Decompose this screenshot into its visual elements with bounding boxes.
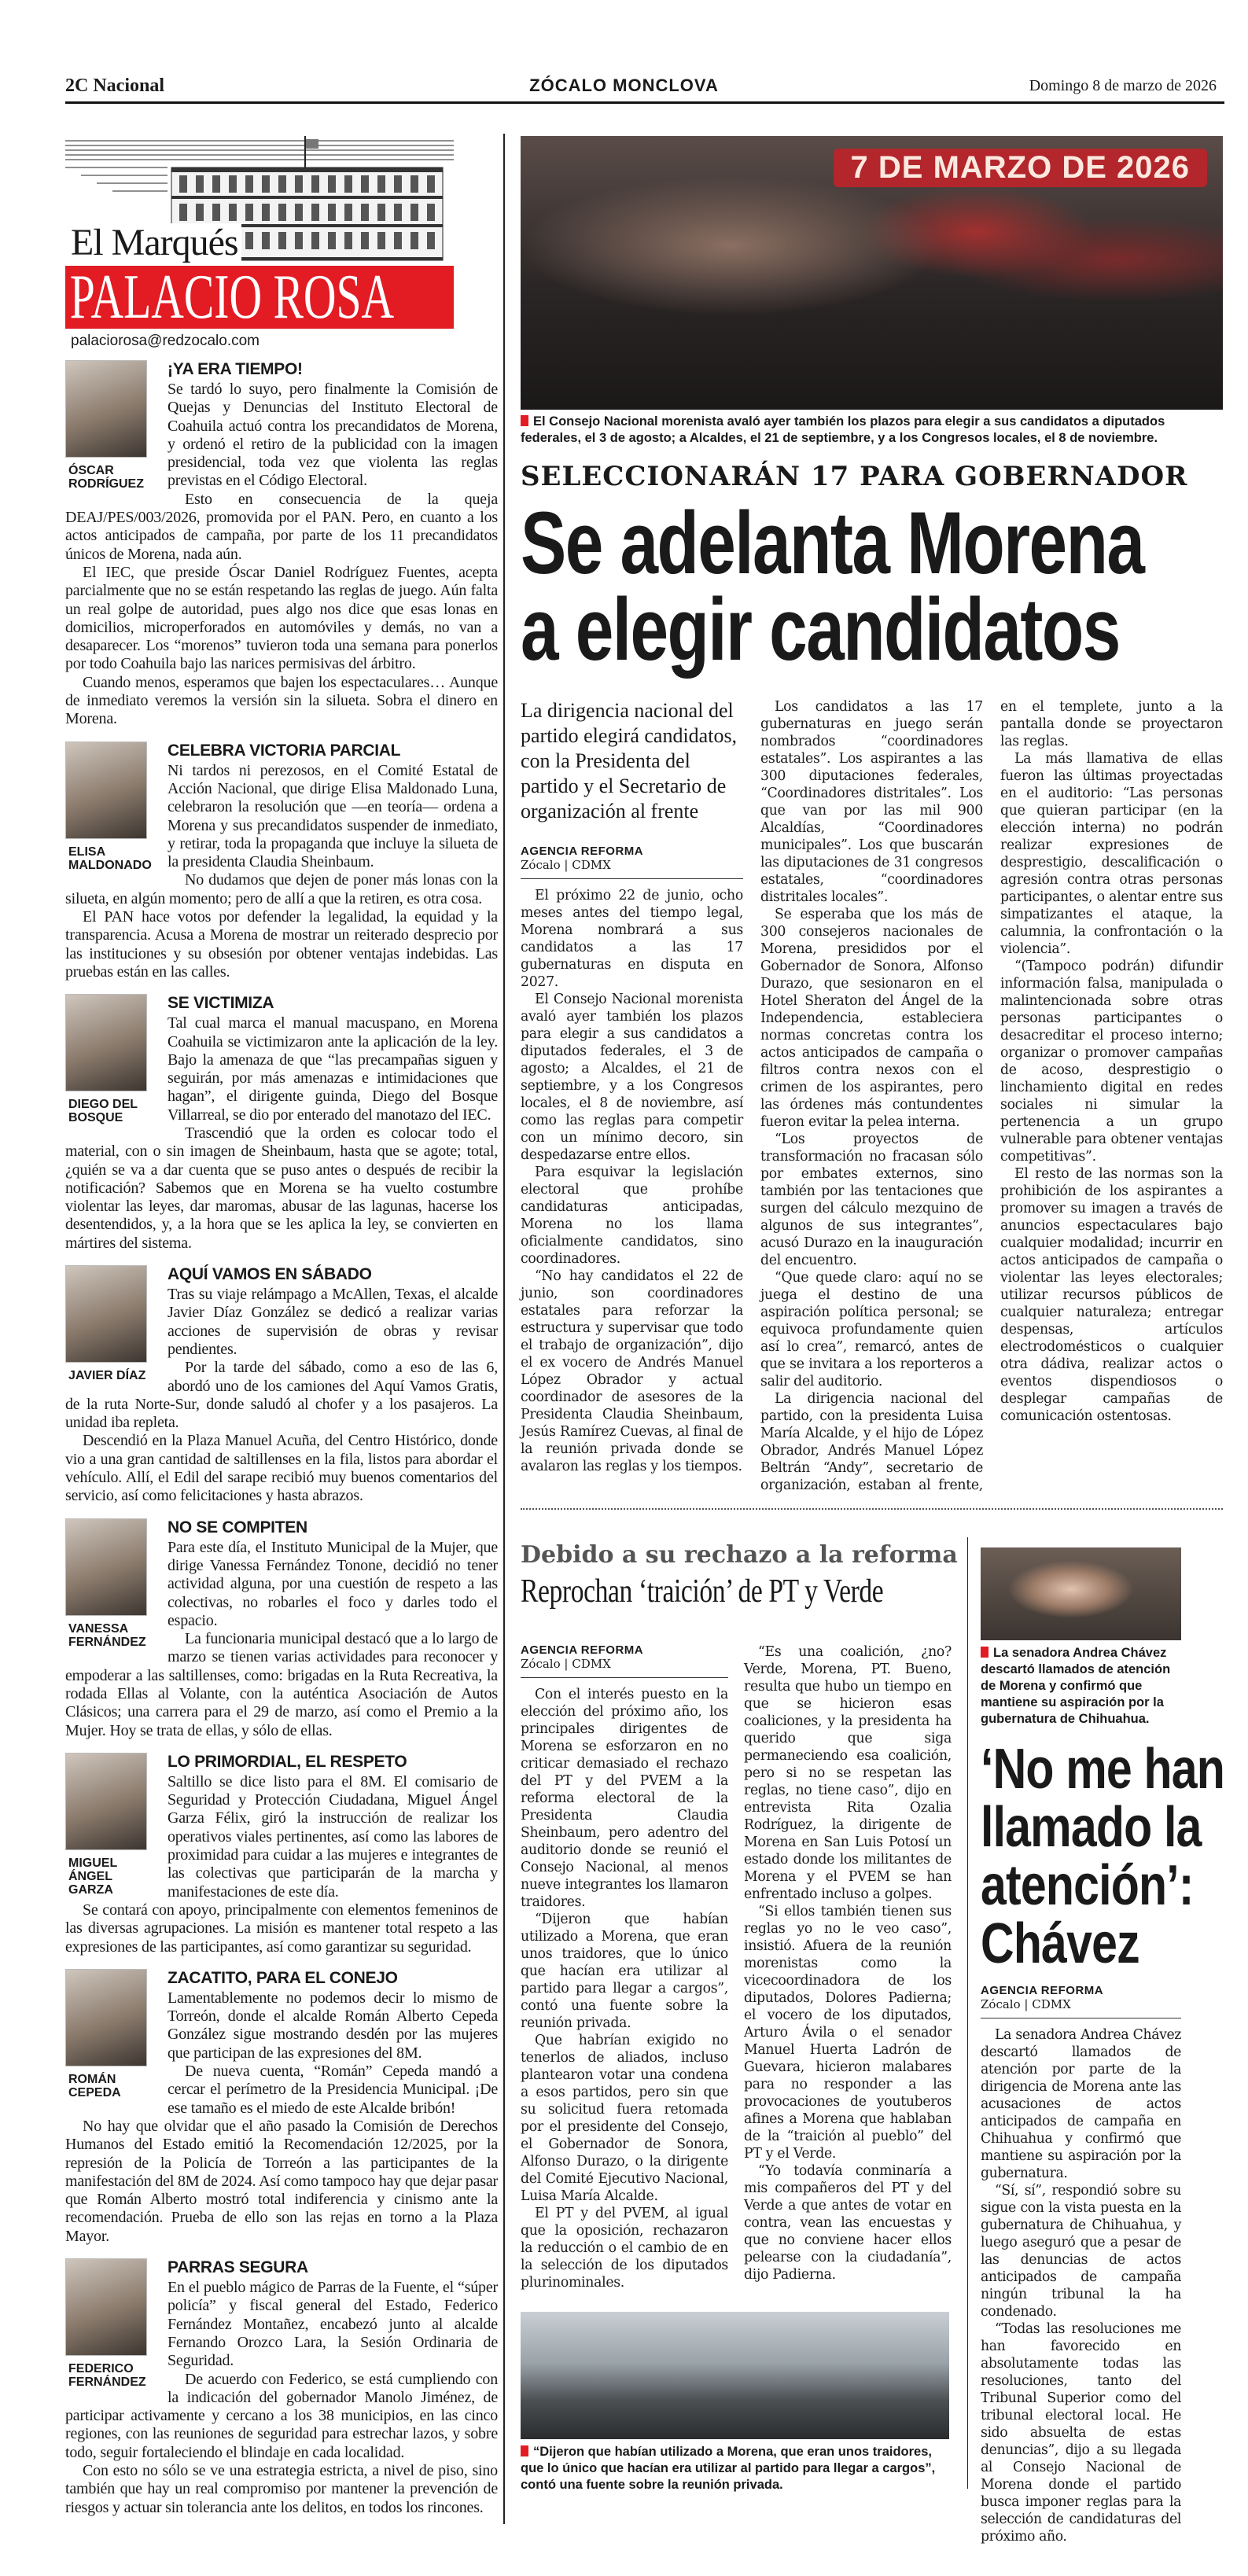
second-headline: Reprochan ‘traición’ de PT y Verde (521, 1573, 884, 1610)
paragraph: El PAN hace votos por defender la legalidad, la equidad y la transparencia. Acusa a Morena de mostrar un reiterado desprecio por las instituciones y su obsesión por obtener ventajas indebidas. Las pruebas están en las calles. (65, 908, 498, 981)
column-item (65, 2258, 498, 2517)
column-item (65, 742, 498, 982)
paragraph: La funcionaria municipal destacó que a lo largo de marzo se tienen varias actividades para reconocer y empoderar a las saltillenses, como: brigadas en la Ruta Recreativa, la rodada Ellas al Volante, con la auténtica Asociación de Autos Clásicos; una carrera para el 29 de marzo, así como el Premio a la Mujer. Hoy se trata de ellas, y sólo de ellas. (65, 1630, 498, 1739)
column-item-title: ¡YA ERA TIEMPO! (168, 360, 303, 378)
portrait-photo (65, 742, 147, 839)
lead-deck: La dirigencia nacional del partido elegirá candidatos, con la Presidenta del partido y el Secretario de organización al frente (521, 699, 738, 822)
sidebar-article (981, 1547, 1225, 2545)
paragraph: Saltillo se dice listo para el 8M. El comisario de Seguridad y Protección Ciudadana, Miguel Ángel Garza Félix, giró la instrucción de realizar los operativos viales pertinentes, así como las labores de proximidad para cuidar a las mujeres e integrantes de las colectivas que participarán de la marcha y manifestaciones de este día. (168, 1772, 498, 1901)
lead-kicker: SELECCIONARÁN 17 PARA GOBERNADOR (521, 461, 1188, 492)
paragraph: La más llamativa de ellas fueron las últimas proyectadas en el auditorio: “Las personas que quieran participar (en la elección interna) no podrán realizar expresiones de desprestigio, descalificación o agresión contra otras personas participantes, o alentar entre sus simpatizantes el ataque, la calumnia, la confrontación o la violencia”. (1000, 751, 1223, 957)
portrait-name: DIEGO DEL BOSQUE (68, 1098, 138, 1125)
lead-article-body (521, 698, 1223, 1500)
paragraph: En el pueblo mágico de Parras de la Fuente, el “súper policía” y fiscal general del Estado, Federico Fernández Montañez, encabezó junto al alcalde Fernando Orozco Lara, la Sesión Ordinaria de Seguridad. (168, 2279, 498, 2370)
paragraph: “Yo todavía conminaría a mis compañeros del PT y del Verde a que antes de votar en contra, vean las encuestas y que no conviene hacer ellos pelearse con la ciudadanía”, dijo Padierna. (744, 2163, 952, 2283)
second-photo-caption (521, 2444, 952, 2493)
headline-line: Chávez (981, 1912, 1139, 1975)
portrait-name: ROMÁN CEPEDA (68, 2072, 121, 2099)
portrait-photo (65, 1753, 147, 1850)
paragraph: No dudamos que dejen de poner más lonas con la silueta, en algún momento; pero de allí a que la retiren, es otra cosa. (65, 871, 498, 907)
sidebar-photo (981, 1547, 1181, 1640)
paragraph: De acuerdo con Federico, se está cumpliendo con la indicación del gobernador Manolo Jiménez, de participar activamente y cercano a los 38 municipios, en las cinco regiones, con las reuniones de seguridad para estrechar lazos, y sobre todo, seguir fortaleciendo el blindaje en cada localidad. (65, 2370, 498, 2461)
section-separator (521, 1508, 1223, 1510)
paragraph: “No hay candidatos el 22 de junio, son coordinadores estatales para reforzar la estructura y supervisar que todo el trabajo de organización”, dijo el ex vocero de Andrés Manuel López Obrador y actual coordinador de asesores de la Presidenta Claudia Sheinbaum, Jesús Ramírez Cuevas, al final de la reunión privada donde se avalaron las reglas y los tiempos. (521, 1268, 743, 1474)
paragraph: Descendió en la Plaza Manuel Acuña, del Centro Histórico, donde vio a una gran cantidad de saltillenses en la fila, listos para abordar el vehículo. Allí, el Edil del sarape recibió muy buenos comentarios del servicio, así como felicitaciones y hasta abrazos. (65, 1432, 498, 1505)
columnist-portrait (65, 360, 158, 491)
column-item-title: CELEBRA VICTORIA PARCIAL (168, 741, 401, 760)
paragraph: Se tardó lo suyo, pero finalmente la Comisión de Quejas y Denuncias del Instituto Electoral de Coahuila actuó contra los precandidatos de Morena, y ordenó el retiro de la publicidad con la imagen presidencial, toda vez que violenta las reglas previstas en el Código Electoral. (168, 381, 498, 490)
portrait-name: MIGUEL ÁNGEL GARZA (68, 1856, 117, 1897)
portrait-name: VANESSA FERNÁNDEZ (68, 1621, 146, 1649)
column-items (65, 360, 498, 2530)
photo-date-badge: 7 DE MARZO DE 2026 (834, 149, 1207, 187)
byline: AGENCIA REFORMA (981, 1984, 1104, 1997)
column-item-title: AQUÍ VAMOS EN SÁBADO (168, 1265, 372, 1284)
byline: AGENCIA REFORMA (521, 1643, 644, 1657)
headline-line: Se adelanta Morena (521, 494, 1144, 592)
sidebar-photo-caption (981, 1645, 1181, 1728)
caption-text: El Consejo Nacional morenista avaló ayer también los plazos para elegir a sus candidatos a diputados federales, el 3 de agosto; a Alcaldes, el 21 de septiembre, y a los Congresos locales, el 8 de noviembre. (521, 414, 1165, 445)
paragraph: Tal cual marca el manual macuspano, en Morena Coahuila se victimizaron ante la aplicación de la ley. Bajo la amenaza de que “las precampañas siguen y seguirán, por más amenazas e intimidaciones que hagan”, el dirigente guinda, Diego del Bosque Villarreal, se dio por enterado del manotazo del IEC. (168, 1014, 498, 1124)
paragraph: De nueva cuenta, “Román” Cepeda mandó a cercar el perímetro de la Presidencia Municipal. ¡De ese tamaño es el miedo de este Alcalde bribón! (168, 2063, 498, 2117)
column-item (65, 1753, 498, 1956)
paragraph: “Los proyectos de transformación no fracasan sólo por embates externos, sino también por las tentaciones que surgen del cálculo mezquino de algunos de sus integrantes”, acusó Durazo en la inauguración del encuentro. (760, 1132, 983, 1268)
caption-text: La senadora Andrea Chávez descartó llamados de atención de Morena y confirmó que mantiene su aspiración por la gubernatura de Chihuahua. (981, 1646, 1171, 1726)
caption-marker-icon (521, 2445, 528, 2456)
paragraph: El resto de las normas son la prohibición de los aspirantes a promover su imagen a través de anuncios espectaculares bajo cualquier modalidad; incurrir en actos anticipados de campaña o violentar las leyes electorales; utilizar recursos públicos de cualquier naturaleza; entregar despensas, artículos electrodomésticos o cualquier otra dádiva, realizar actos o eventos dispendiosos o desplegar campañas de comunicación ostentosas. (1000, 1166, 1223, 1424)
column-item (65, 1265, 498, 1506)
paragraph: “Que quede claro: aquí no se juega el destino de una aspiración política personal; se equivoca profundamente quien así lo crea”, remarcó, antes de que se invitara a los reporteros a salir del auditorio. (760, 1270, 983, 1389)
headline-line: ‘No me han (981, 1738, 1225, 1801)
paragraph: Con esto no sólo se ve una estrategia estricta, a nivel de piso, sino también que hay un real compromiso por mantener la prevención de riesgos y actuar sin tolerancia ante los delitos, en todos los rincones. (65, 2461, 498, 2516)
dateline: Zócalo | CDMX (521, 1657, 728, 1678)
portrait-photo (65, 1969, 147, 2066)
column-item (65, 994, 498, 1253)
paragraph: El IEC, que preside Óscar Daniel Rodríguez Fuentes, acepta parcialmente que no se están respetando las reglas de juego. Aún falta un real golpe de autoridad, pues algo nos dice que esas lonas en domicilios, microperforados en automóviles y demás, no van a desaparecer. Los “morenos” tuvieron toda una semana para ponerlos por todo Coahuila bajo las narices permisivas del árbitro. (65, 563, 498, 673)
paragraph: El próximo 22 de junio, ocho meses antes del tiempo legal, Morena nombrará a sus candidatos a las 17 gubernaturas en disputa en 2027. (521, 888, 743, 990)
columnist-portrait (65, 2258, 158, 2389)
headline-line: llamado la (981, 1796, 1202, 1859)
sidebar-divider (967, 1537, 968, 2489)
paper-name: ZÓCALO MONCLOVA (529, 75, 719, 95)
paragraph: La senadora Andrea Chávez descartó llamados de atención por parte de la dirigencia de Morena ante las acusaciones de actos anticipados de campaña en Chihuahua y confirmó que mantiene su aspiración por la gubernatura. (981, 2027, 1181, 2181)
column-item-title: SE VICTIMIZA (168, 994, 274, 1013)
paragraph: Tras su viaje relámpago a McAllen, Texas, el alcalde Javier Díaz González se dedicó a realizar varias acciones de supervisión de obras y revisar pendientes. (168, 1286, 498, 1358)
columnist-portrait (65, 994, 158, 1124)
lead-photo (521, 136, 1223, 410)
portrait-name: FEDERICO FERNÁNDEZ (68, 2362, 146, 2390)
paragraph: Esto en consecuencia de la queja DEAJ/PES/003/2026, promovida por el PAN. Pero, en cuanto a los actos anticipados de campaña, por parte de los 11 precandidatos únicos de Morena, nada aún. (65, 490, 498, 563)
paragraph: Ni tardos ni perezosos, en el Comité Estatal de Acción Nacional, que dirige Elisa Maldonado Luna, celebraron la resolución que —en teoría— ordena a Morena y sus precandidatos suspender de inmediato, y retirar, toda la propaganda que incluye la silueta de la presidenta Claudia Sheinbaum. (168, 761, 498, 871)
caption-marker-icon (521, 415, 528, 426)
column-author: El Marqués (71, 223, 241, 263)
columnist-portrait (65, 742, 158, 872)
lead-photo-caption (521, 414, 1223, 447)
sidebar-body (981, 2026, 1181, 2545)
paragraph: Trascendió que la orden es colocar todo el material, con o sin imagen de Sheinbaum, hasta que se agote; total, ¿quién se va a dar cuenta que se puso antes o después de recibir la notificación? Sabemos que en Morena se ha vuelto costumbre violentar las leyes, dar maromas, abusar de las lagunas, hacerse los desentendidos, y, a la hora que se les aplica la ley, se convierten en mártires del sistema. (65, 1124, 498, 1252)
dateline: Zócalo | CDMX (981, 1997, 1181, 2018)
paragraph: No hay que olvidar que el año pasado la Comisión de Derechos Humanos del Estado emitió la Recomendación 12/2025, por la represión de la Policía de Torreón a las participantes de la manifestación del 8M de 2024. Así como tampoco hay que dejar pasar que Román Alberto mostró total indiferencia y cinismo ante la recomendación. Prueba de ello son las rejas en torno a la Plaza Mayor. (65, 2117, 498, 2245)
column-item-title: LO PRIMORDIAL, EL RESPETO (168, 1752, 407, 1771)
column-title-banner (65, 266, 454, 329)
paragraph: Los candidatos a las 17 gubernaturas en juego serán nombrados “coordinadores estatales”. Los aspirantes a las 300 diputaciones federales, “Coordinadores distritales”. Los que van por las mil 900 Alcaldías, “Coordinadores municipales”. Los que buscarán las diputaciones de 31 congresos estatales, “coordinadores distritales locales”. (760, 699, 983, 905)
second-article-body (521, 1604, 952, 2308)
column-item-title: NO SE COMPITEN (168, 1518, 307, 1536)
paragraph: Para este día, el Instituto Municipal de la Mujer, que dirige Vanessa Fernández Tonone, decidió no tener actividad alguna, por una cuestión de respeto a las colectivas, no robarles el foco y darles todo el espacio. (168, 1538, 498, 1629)
second-photo (521, 2312, 949, 2439)
paragraph: “Sí, sí”, respondió sobre su sigue con la vista puesta en la gubernatura de Chihuahua, y luego aseguró que a pesar de las denuncias de actos anticipados de campaña ningún tribunal la ha condenado. (981, 2183, 1181, 2320)
columnist-portrait (65, 1969, 158, 2099)
paragraph: La dirigencia nacional del partido, con la presidenta Luisa María Alcalde, y el hijo de López Obrador, Andrés Manuel López Beltrán “Andy”, secretario de organización, estaban al frente, en el templete, junto a la pantalla donde se proyectaron las reglas. (760, 699, 1223, 1493)
portrait-name: ÓSCAR RODRÍGUEZ (68, 464, 144, 491)
column-item-title: ZACATITO, PARA EL CONEJO (168, 1968, 398, 1987)
column-item (65, 360, 498, 729)
paragraph: “(Tampoco podrán) difundir información falsa, manipulada o malintencionada sobre otras personas participantes o desacreditar el proceso interno; organizar o promover campañas de acoso, desprestigio o linchamiento digital en redes sociales ni simular la pertenencia a un grupo vulnerable para obtener ventajas competitivas”. (1000, 959, 1223, 1165)
paragraph: Cuando menos, esperamos que bajen los espectaculares… Aunque de inmediato veremos la versión sin la silueta. Sobra el dinero en Morena. (65, 673, 498, 728)
section-label: 2C Nacional (65, 75, 164, 96)
paragraph: El Consejo Nacional morenista avaló ayer también los plazos para elegir a sus candidatos a diputados federales, el 3 de agosto; a Alcaldes, el 21 de septiembre, y a los Congresos locales, el 8 de noviembre, así como las reglas para competir con un mínimo decoro, sin despedazarse entre ellos. (521, 992, 743, 1163)
paragraph: Se contará con apoyo, principalmente con elementos femeninos de las diversas agrupaciones. La misión es mantener total respeto a las expresiones de las participantes, así como garantizar su seguridad. (65, 1901, 498, 1956)
paragraph: Para esquivar la legislación electoral que prohíbe candidaturas anticipadas, Morena no los llama oficialmente candidatos, sino coordinadores. (521, 1165, 743, 1267)
columnist-portrait (65, 1753, 158, 1897)
paragraph: “Dijeron que habían utilizado a Morena, que eran unos traidores, que lo único que hacían era utilizar al partido para llegar a cargos”, contó una fuente sobre la reunión privada. (521, 1912, 728, 2031)
column-item (65, 1518, 498, 1740)
portrait-photo (65, 2258, 147, 2356)
paragraph: Se esperaba que los más de 300 consejeros nacionales de Morena, presididos por el Gobernador de Sonora, Alfonso Durazo, que sesionaron en el Hotel Sheraton del Ángel de la Independencia, estableciera normas concretas contra los actos anticipados de campaña o filtros contra nexos con el crimen de los aspirantes, pero las órdenes más contundentes fueron evitar la pelea interna. (760, 907, 983, 1130)
column-item (65, 1969, 498, 2246)
sidebar-headline (981, 1738, 1225, 1975)
lead-headline (521, 494, 1144, 679)
paragraph: “Es una coalición, ¿no? Verde, Morena, PT. Bueno, resulta que hubo un tiempo en que se hicieron esas coaliciones, y la presidenta ha querido que siga permaneciendo esa coalición, pero si no se respetan las reglas, no tiene caso”, dijo en entrevista Rita Ozalia Rodríguez, la dirigente de Morena en San Luis Potosí un estado donde los militantes de Morena y el PVEM se han enfrentado incluso a golpes. (744, 1644, 952, 1902)
portrait-photo (65, 360, 147, 458)
second-kicker: Debido a su rechazo a la reforma (521, 1541, 958, 1569)
portrait-photo (65, 1265, 147, 1363)
column-divider (503, 134, 505, 2524)
column-title: PALACIO ROSA (69, 266, 395, 329)
paragraph: “Si ellos también tienen sus reglas yo no le veo caso”, insistió. Afuera de la reunión morenistas como la vicecoordinadora de los diputados, Dolores Padierna; el vocero de los diputados, Arturo Ávila o el senador Manuel Huerta Ladrón de Guevara, hicieron malabares para no responder a las provocaciones de youtuberos afines a Morena que hablaban de la “traición al pueblo” del PT y el Verde. (744, 1904, 952, 2162)
byline: AGENCIA REFORMA (521, 845, 644, 858)
portrait-photo (65, 994, 147, 1091)
dateline: Zócalo | CDMX (521, 858, 743, 879)
columnist-portrait (65, 1518, 158, 1649)
paragraph: El PT y del PVEM, al igual que la oposición, rechazaron la reducción o el cambio de en la selección de los diputados plurinominales. (521, 2206, 728, 2291)
header-rule (65, 101, 1224, 104)
paragraph: Que habrían exigido no tenerlos de aliados, incluso plantearon votar una condena a esos partidos, pero sin que su solicitud fuera retomada por el presidente del Consejo, el Gobernador de Sonora, Alfonso Durazo, o la dirigente del Comité Ejecutivo Nacional, Luisa María Alcalde. (521, 2033, 728, 2204)
portrait-name: JAVIER DÍAZ (68, 1369, 146, 1383)
headline-line: atención’: (981, 1854, 1194, 1917)
paragraph: “Todas las resoluciones me han favorecido en absolutamente todas las resoluciones, tanto del Tribunal Superior como del tribunal electoral local. He sido absuelta de estas denuncias”, dijo a su llegada al Consejo Nacional de Morena donde el partido busca imponer reglas para la selección de candidaturas del próximo año. (981, 2321, 1181, 2545)
portrait-photo (65, 1518, 147, 1616)
caption-marker-icon (981, 1647, 988, 1658)
column-email[interactable]: palaciorosa@redzocalo.com (71, 333, 260, 349)
headline-line: a elegir candidatos (521, 580, 1120, 679)
issue-date: Domingo 8 de marzo de 2026 (1029, 77, 1217, 94)
columnist-portrait (65, 1265, 158, 1382)
caption-text: “Dijeron que habían utilizado a Morena, que eran unos traidores, que lo único que hacían era utilizar al partido para llegar a cargos”, contó una fuente sobre la reunión privada. (521, 2445, 936, 2492)
paragraph: Con el interés puesto en la elección del próximo año, los principales dirigentes de Morena se esforzaron en no criticar demasiado el rechazo del PT y del PVEM a la reforma electoral de la Presidenta Claudia Sheinbaum, pero adentro del auditorio donde se reunió el Consejo Nacional, al menos nueve integrantes los llamaron traidores. (521, 1687, 728, 1910)
portrait-name: ELISA MALDONADO (68, 845, 152, 872)
column-item-title: PARRAS SEGURA (168, 2258, 308, 2277)
paragraph: Lamentablemente no podemos decir lo mismo de Torreón, donde el alcalde Román Alberto Cepeda González sigue mostrando desdén por las mujeres que participan de las expresiones del 8M. (168, 1989, 498, 2062)
paragraph: Por la tarde del sábado, como a eso de las 6, abordó uno de los camiones del Aquí Vamos Gratis, de la ruta Norte-Sur, donde saludó al chofer y a los pasajeros. La unidad iba repleta. (65, 1359, 498, 1432)
